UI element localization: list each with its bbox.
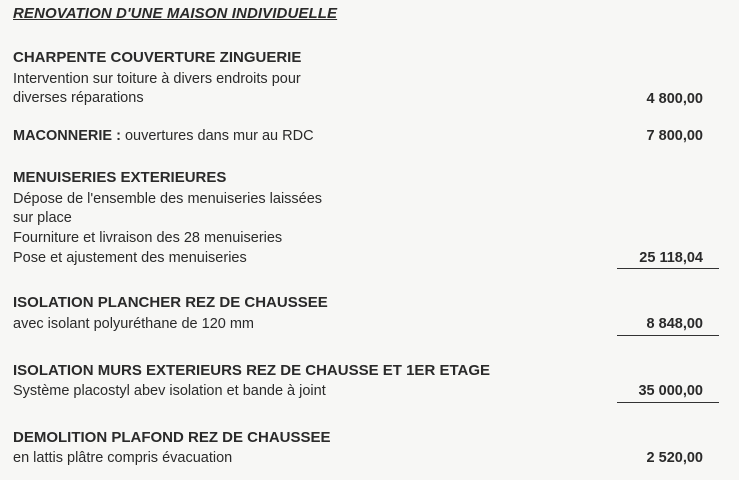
amount-underline [617,335,719,336]
section-title-isolation-plancher: ISOLATION PLANCHER REZ DE CHAUSSEE [13,294,328,311]
amount-underline [617,268,719,269]
amount-underline [617,402,719,403]
section-line: sur place [13,210,72,226]
section-title-charpente: CHARPENTE COUVERTURE ZINGUERIE [13,49,302,66]
amount-isolation-murs: 35 000,00 [638,383,703,399]
section-line: diverses réparations [13,90,144,106]
section-title-maconnerie [13,128,314,144]
section-title-menuiseries: MENUISERIES EXTERIEURES [13,169,227,186]
section-line: Dépose de l'ensemble des menuiseries laissées [13,191,323,207]
section-line: avec isolant polyuréthane de 120 mm [13,316,255,332]
amount-isolation-plancher: 8 848,00 [646,316,703,332]
amount-maconnerie: 7 800,00 [646,128,703,144]
amount-menuiseries: 25 118,04 [639,250,703,266]
maconnerie-description: ouvertures dans mur au RDC [120,128,314,144]
section-line: Pose et ajustement des menuiseries [13,250,247,266]
section-title-demolition: DEMOLITION PLAFOND REZ DE CHAUSSEE [13,429,331,446]
amount-charpente: 4 800,00 [646,91,703,107]
section-line: Système placostyl abev isolation et bande à joint [13,383,326,399]
section-line: Intervention sur toiture à divers endroits pour [13,71,301,87]
section-line: Fourniture et livraison des 28 menuiseries [13,230,283,246]
section-line: en lattis plâtre compris évacuation [13,450,233,466]
document-title: RENOVATION D'UNE MAISON INDIVIDUELLE [13,5,338,22]
section-title-isolation-murs: ISOLATION MURS EXTERIEURS REZ DE CHAUSSE ET 1ER ETAGE [13,362,490,379]
amount-demolition: 2 520,00 [646,450,703,466]
maconnerie-label: MACONNERIE : [13,128,121,144]
